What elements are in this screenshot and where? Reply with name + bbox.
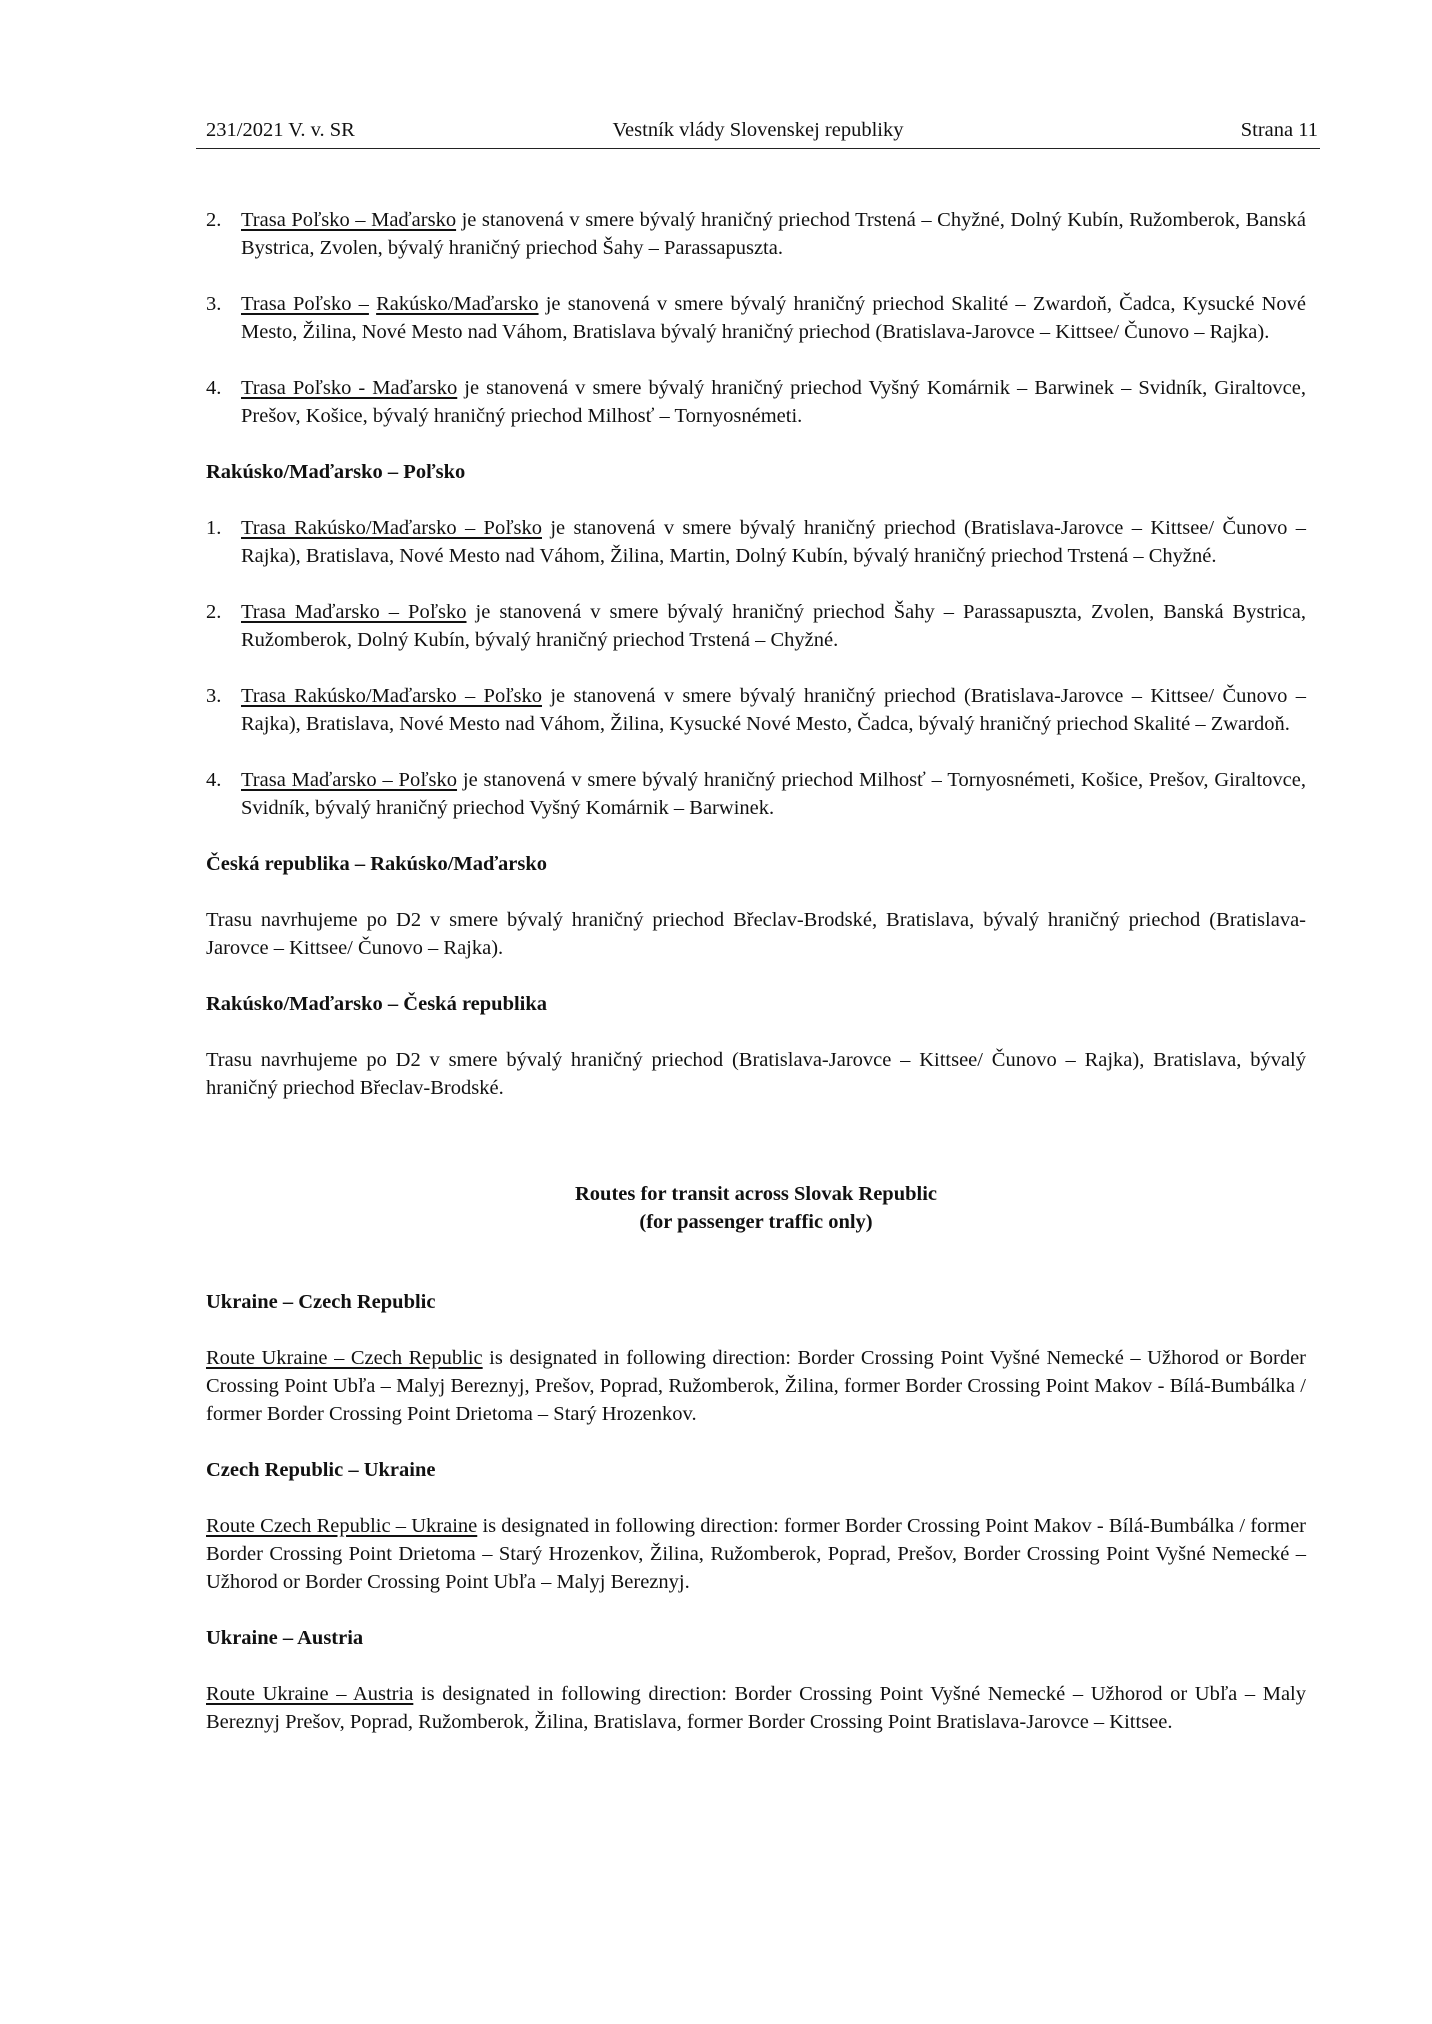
- list-item: [206, 766, 1306, 822]
- header-page-number: Strana 11: [1240, 119, 1318, 141]
- route-name: Route Czech Republic – Ukraine: [206, 1515, 478, 1537]
- list-item: [206, 290, 1306, 346]
- item-number: 2.: [206, 601, 222, 623]
- routes-subtitle: (for passenger traffic only): [639, 1211, 873, 1233]
- section-heading: Rakúsko/Maďarsko – Česká republika: [206, 993, 548, 1015]
- list-item: [206, 206, 1306, 262]
- list-item: [206, 374, 1306, 430]
- list-item: [206, 514, 1306, 570]
- item-number: 2.: [206, 209, 222, 231]
- route-text: je stanovená v smere bývalý hraničný priechod Skalité – Zwardoň, Čadca, Kysucké Nové Mesto, Žilina, Nové Mesto nad Váhom, Bratislava bývalý hraničný priechod (Bratislava-Jarovce – Kittsee/ Čunovo – Rajka).: [241, 293, 1307, 343]
- route-name-part: Rakúsko/Maďarsko: [376, 293, 539, 315]
- route-text: je stanovená v smere bývalý hraničný priechod Trstená – Chyžné, Dolný Kubín, Ružomberok, Banská Bystrica, Zvolen, bývalý hraničný priechod Šahy – Parassapuszta.: [241, 209, 1306, 259]
- route-name: Route Ukraine – Austria: [206, 1683, 414, 1705]
- paragraph: [206, 1344, 1306, 1428]
- route-name: Trasa Rakúsko/Maďarsko – Poľsko: [241, 685, 542, 707]
- paragraph: [206, 1512, 1306, 1596]
- route-name: Trasa Maďarsko – Poľsko: [241, 769, 458, 791]
- routes-title: Routes for transit across Slovak Republic: [575, 1183, 937, 1205]
- list-item: [206, 598, 1306, 654]
- paragraph: Trasu navrhujeme po D2 v smere bývalý hraničný priechod (Bratislava-Jarovce – Kittsee/ Čunovo – Rajka), Bratislava, bývalý hraničný priechod Břeclav-Brodské.: [206, 1049, 1306, 1099]
- item-number: 1.: [206, 517, 222, 539]
- route-text: je stanovená v smere bývalý hraničný priechod (Bratislava-Jarovce – Kittsee/ Čunovo – Rajka), Bratislava, Nové Mesto nad Váhom, Žilina, Martin, Dolný Kubín, bývalý hraničný priechod Trstená – Chyžné.: [241, 517, 1306, 567]
- route-name: Route Ukraine – Czech Republic: [206, 1347, 483, 1369]
- item-number: 4.: [206, 769, 222, 791]
- route-text: je stanovená v smere bývalý hraničný priechod Vyšný Komárnik – Barwinek – Svidník, Giraltovce, Prešov, Košice, bývalý hraničný priechod Milhosť – Tornyosnémeti.: [241, 377, 1306, 427]
- route-text: is designated in following direction: Border Crossing Point Vyšné Nemecké – Užhorod or Ubľa – Maly Bereznyj Prešov, Poprad, Ružomberok, Žilina, Bratislava, former Border Crossing Point Bratislava-Jarovce – Kittsee.: [206, 1683, 1307, 1733]
- route-name: Trasa Poľsko - Maďarsko: [241, 377, 458, 399]
- route-text: je stanovená v smere bývalý hraničný priechod (Bratislava-Jarovce – Kittsee/ Čunovo – Rajka), Bratislava, Nové Mesto nad Váhom, Žilina, Kysucké Nové Mesto, Čadca, bývalý hraničný priechod Skalité – Zwardoň.: [241, 685, 1306, 735]
- route-text: je stanovená v smere bývalý hraničný priechod Šahy – Parassapuszta, Zvolen, Banská Bystrica, Ružomberok, Dolný Kubín, bývalý hraničný priechod Trstená – Chyžné.: [241, 601, 1306, 651]
- route-name: Trasa Rakúsko/Maďarsko – Poľsko: [241, 517, 542, 539]
- item-number: 3.: [206, 685, 222, 707]
- paragraph: [206, 1680, 1306, 1736]
- section-heading: Rakúsko/Maďarsko – Poľsko: [206, 461, 466, 483]
- item-number: 4.: [206, 377, 222, 399]
- section-heading: Czech Republic – Ukraine: [206, 1459, 436, 1481]
- route-name: Trasa Poľsko – Maďarsko: [241, 209, 457, 231]
- route-text: is designated in following direction: former Border Crossing Point Makov - Bílá-Bumbálka / former Border Crossing Point Drietoma – Starý Hrozenkov, Žilina, Ružomberok, Poprad, Prešov, Border Crossing Point Vyšné Nemecké – Užhorod or Border Crossing Point Ubľa – Malyj Bereznyj.: [206, 1515, 1307, 1593]
- route-name: Trasa Poľsko –: [241, 293, 369, 315]
- route-text: is designated in following direction: Border Crossing Point Vyšné Nemecké – Užhorod or Border Crossing Point Ubľa – Malyj Bereznyj, Prešov, Poprad, Ružomberok, Žilina, former Border Crossing Point Makov - Bílá-Bumbálka / former Border Crossing Point Drietoma – Starý Hrozenkov.: [206, 1347, 1306, 1425]
- section-heading: Ukraine – Czech Republic: [206, 1291, 436, 1313]
- list-item: [206, 682, 1306, 738]
- section-heading: Česká republika – Rakúsko/Maďarsko: [206, 853, 548, 875]
- header-issue: 231/2021 V. v. SR: [206, 119, 355, 141]
- paragraph: Trasu navrhujeme po D2 v smere bývalý hraničný priechod Břeclav-Brodské, Bratislava, bývalý hraničný priechod (Bratislava-Jarovce – Kittsee/ Čunovo – Rajka).: [206, 909, 1306, 959]
- route-text: je stanovená v smere bývalý hraničný priechod Milhosť – Tornyosnémeti, Košice, Prešov, Giraltovce, Svidník, bývalý hraničný priechod Vyšný Komárnik – Barwinek.: [241, 769, 1306, 819]
- route-name: Trasa Maďarsko – Poľsko: [241, 601, 467, 623]
- document-body: [206, 206, 1306, 1764]
- section-heading: Ukraine – Austria: [206, 1627, 364, 1649]
- item-number: 3.: [206, 293, 222, 315]
- header-journal-title: Vestník vlády Slovenskej republiky: [612, 119, 904, 141]
- page-header: [196, 114, 1320, 149]
